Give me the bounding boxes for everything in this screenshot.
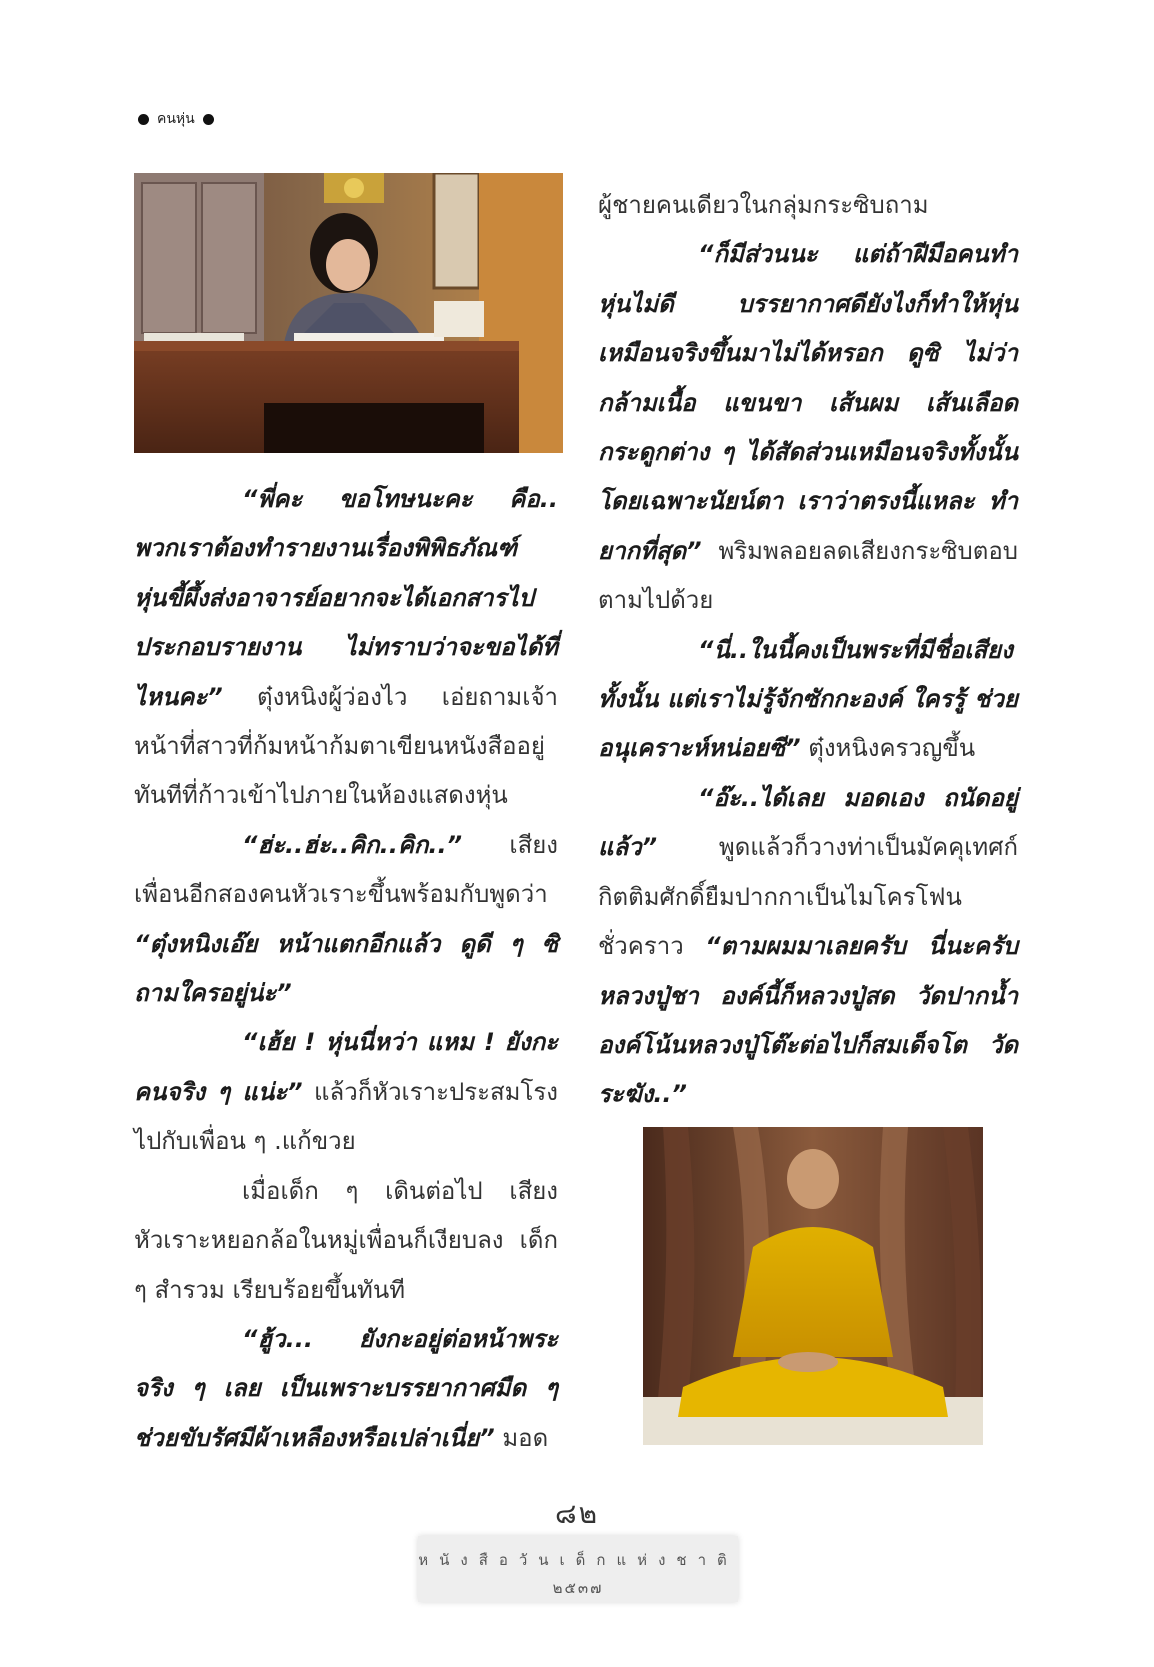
left-paragraph-5 bbox=[134, 1315, 558, 1463]
left-column bbox=[134, 475, 558, 1463]
quote: “อ๊ะ..ได้เลย มอดเอง ถนัดอยู่แล้ว” bbox=[598, 783, 1018, 862]
left-paragraph-2 bbox=[134, 821, 558, 1019]
left-paragraph-1c bbox=[134, 574, 558, 623]
narration: แล้วก็หัวเราะประสมโรงไปกับเพื่อน ๆ .แก้ขวย bbox=[134, 1077, 558, 1156]
narration: ผู้ชายคนเดียวในกลุ่มกระซิบถาม bbox=[598, 191, 929, 219]
left-paragraph-1e bbox=[134, 673, 558, 821]
quote: “ฮ่ะ..ฮ่ะ..คิก..คิก..” bbox=[242, 830, 463, 859]
quote: “ฮู้ว... ยังกะอยู่ต่อหน้าพระจริง ๆ เลย เป็นเพราะบรรยากาศมืด ๆ ช่วยขับรัศมีผ้าเหลืองหรือเปล่าเนี่ย” bbox=[134, 1324, 558, 1452]
quote-line-5: ไหนคะ” bbox=[134, 682, 223, 711]
quote: “ตุ๋งหนิงเอ๊ย หน้าแตกอีกแล้ว ดูดี ๆ ซิ ถามใครอยู่น่ะ” bbox=[134, 929, 558, 1008]
bullet-right-icon bbox=[203, 114, 214, 125]
quote: “ก็มีส่วนนะ แต่ถ้าฝีมือคนทำหุ่นไม่ดี บรรยากาศดียังไงก็ทำให้หุ่นเหมือนจริงขึ้นมาไม่ได้หรอก ดูซิ ไม่ว่ากล้ามเนื้อ แขนขา เส้นผม เส้นเลือด กระดูกต่าง ๆ ได้สัดส่วนเหมือนจริงทั้งนั้น โดยเฉพาะนัยน์ตา เราว่าตรงนี้แหละ ทำยากที่สุด” bbox=[598, 240, 1018, 565]
right-paragraph-2 bbox=[598, 230, 1018, 625]
page-number: ๘๒ bbox=[554, 1497, 600, 1530]
left-paragraph-1 bbox=[134, 475, 558, 524]
left-paragraph-4 bbox=[134, 1167, 558, 1315]
right-paragraph-4 bbox=[598, 774, 1018, 1120]
quote-line-2: พวกเราต้องทำรายงานเรื่องพิพิธภัณฑ์ bbox=[134, 534, 517, 563]
left-paragraph-3 bbox=[134, 1018, 558, 1166]
footer-book-title: หนังสือวันเด็กแห่งชาติ bbox=[418, 1551, 738, 1569]
left-paragraph-1b bbox=[134, 524, 558, 573]
left-paragraph-1d bbox=[134, 623, 558, 672]
quote-line-3: หุ่นขี้ผึ้งส่งอาจารย์อยากจะได้เอกสารไป bbox=[134, 583, 534, 612]
right-paragraph-1 bbox=[598, 181, 1018, 230]
running-header bbox=[138, 108, 214, 130]
monk-photo bbox=[643, 1127, 983, 1445]
narration: มอด bbox=[494, 1423, 549, 1452]
narration: พูดแล้วก็วางท่าเป็นมัคคุเทศก์กิตติมศักดิ์ยืมปากกาเป็นไมโครโฟนชั่วคราว bbox=[598, 833, 1018, 961]
office-photo bbox=[134, 173, 563, 453]
narration: ตุ๋งหนิงผู้ว่องไว เอ่ยถามเจ้าหน้าที่สาวที่ก้มหน้าก้มตาเขียนหนังสืออยู่ ทันทีที่ก้าวเข้าไปภายในห้องแสดงหุ่น bbox=[134, 682, 558, 810]
quote: “ตามผมมาเลยครับ นี่นะครับหลวงปู่ชา องค์นี้ก็หลวงปู่สด วัดปากน้ำ องค์โน้นหลวงปู่โต๊ะต่อไปก็สมเด็จโต วัดระฆัง..” bbox=[598, 932, 1018, 1109]
quote: “เฮ้ย ! หุ่นนี่หว่า แหม ! ยังกะคนจริง ๆ แน่ะ” bbox=[134, 1028, 558, 1106]
narration: ตุ๋งหนิงครวญขึ้น bbox=[800, 734, 976, 763]
right-column bbox=[598, 181, 1018, 1120]
bullet-left-icon bbox=[138, 114, 149, 125]
narration: เสียงเพื่อนอีกสองคนหัวเราะขึ้นพร้อมกับพูดว่า bbox=[134, 830, 558, 909]
narration: เมื่อเด็ก ๆ เดินต่อไป เสียงหัวเราะหยอกล้อในหมู่เพื่อนก็เงียบลง เด็ก ๆ สำรวม เรียบร้อยขึ้นทันที bbox=[134, 1176, 558, 1304]
running-header-title: คนหุ่น bbox=[157, 111, 195, 127]
quote-line-4: ประกอบรายงาน ไม่ทราบว่าจะขอได้ที่ bbox=[134, 633, 558, 662]
quote: “นี่..ในนี้คงเป็นพระที่มีชื่อเสียงทั้งนั้น แต่เราไม่รู้จักซักกะองค์ ใครรู้ ช่วยอนุเคราะห์หน่อยซี” bbox=[598, 635, 1018, 763]
quote-line-1: “พี่คะ ขอโทษนะคะ คือ.. bbox=[242, 485, 558, 513]
narration: พริมพลอยลดเสียงกระซิบตอบตามไปด้วย bbox=[598, 536, 1018, 615]
footer-year: ๒๕๓๗ bbox=[552, 1579, 604, 1597]
footer-book-title-box bbox=[418, 1536, 738, 1602]
right-paragraph-3 bbox=[598, 626, 1018, 774]
